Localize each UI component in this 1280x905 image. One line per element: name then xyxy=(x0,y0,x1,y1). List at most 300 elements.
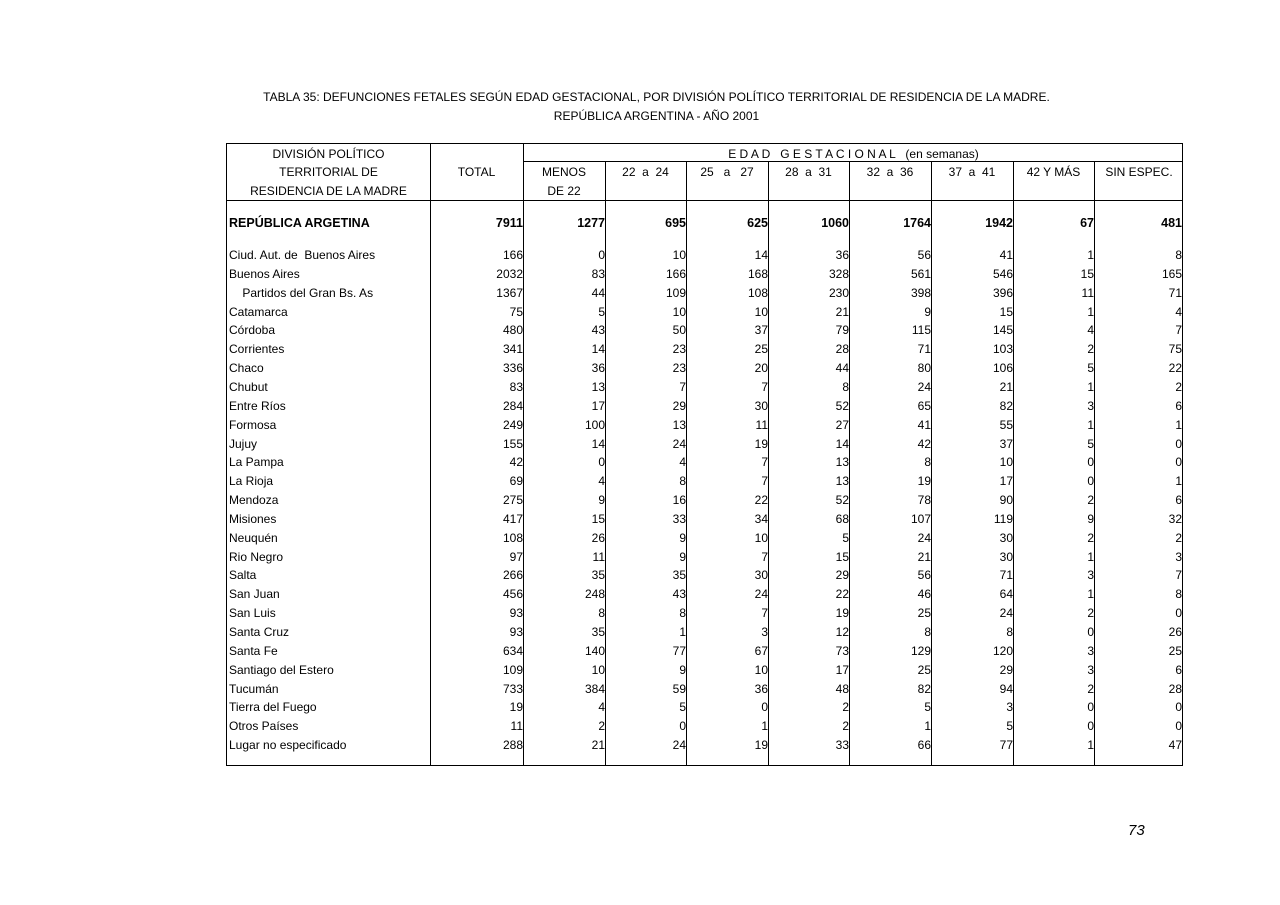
cell-37-41: 37 xyxy=(999,436,1013,451)
row-label: Santa Cruz xyxy=(229,625,290,639)
table-row xyxy=(227,265,1184,284)
row-label: Chaco xyxy=(229,361,264,376)
cell-32-36: 115 xyxy=(911,323,931,338)
cell-32-36: 66 xyxy=(917,738,931,753)
table-row xyxy=(227,359,1184,378)
cell-total: 456 xyxy=(502,587,523,602)
cell-37-41: 41 xyxy=(999,248,1013,262)
cell-menos22: 43 xyxy=(591,323,605,338)
table-row xyxy=(227,717,1184,736)
cell-22-24: 5 xyxy=(679,700,686,715)
cell-42-mas: 1 xyxy=(1087,379,1094,394)
cell-25-27: 19 xyxy=(754,738,768,753)
table-row xyxy=(227,510,1184,529)
cell-42-mas: 2 xyxy=(1087,530,1094,545)
table-row xyxy=(227,642,1184,661)
cell-menos22: 0 xyxy=(598,455,605,470)
header-32-36: 32 a 36 xyxy=(866,165,914,179)
cell-25-27: 11 xyxy=(755,417,768,432)
table-row xyxy=(227,623,1184,642)
cell-22-24: 109 xyxy=(665,285,686,300)
table-row xyxy=(227,661,1184,680)
cell-sin-espec: 6 xyxy=(1175,398,1182,413)
table-row-total xyxy=(227,214,1184,233)
cell-total: 288 xyxy=(502,738,523,753)
cell-42-mas: 2 xyxy=(1087,493,1094,508)
row-label: Jujuy xyxy=(229,436,258,451)
cell-22-24: 16 xyxy=(672,493,686,508)
table-row xyxy=(227,566,1184,585)
cell-28-31: 328 xyxy=(828,266,849,281)
cell-37-41: 29 xyxy=(999,662,1013,677)
cell-25-27: 67 xyxy=(754,643,768,658)
cell-25-27: 36 xyxy=(754,681,768,696)
cell-32-36: 82 xyxy=(917,681,931,696)
header-sin-espec: SIN ESPEC. xyxy=(1105,165,1173,179)
cell-32-36: 1 xyxy=(924,719,931,734)
cell-sin-espec: 1 xyxy=(1175,417,1182,432)
row-label: Catamarca xyxy=(229,304,288,319)
table-row xyxy=(227,378,1184,397)
header-menos-line2: DE 22 xyxy=(547,184,581,198)
cell-42-mas: 1 xyxy=(1087,587,1094,602)
cell-32-36: 42 xyxy=(917,436,931,451)
table-row xyxy=(227,453,1184,472)
cell-28-31: 68 xyxy=(835,511,849,526)
table-row xyxy=(227,604,1184,623)
cell-sin-espec: 4 xyxy=(1175,304,1182,319)
cell-37-41: 71 xyxy=(999,568,1013,583)
cell-37-41: 5 xyxy=(1006,719,1013,734)
cell-total: 11 xyxy=(510,719,523,734)
cell-37-41: 17 xyxy=(999,474,1013,489)
cell-25-27: 7 xyxy=(761,379,768,394)
cell-28-31: 8 xyxy=(842,379,849,394)
table-row xyxy=(227,284,1184,303)
cell-37-41: 30 xyxy=(999,549,1013,564)
cell-25-27: 34 xyxy=(754,511,768,526)
cell-sin-espec: 481 xyxy=(1161,216,1182,230)
cell-37-41: 546 xyxy=(992,266,1013,281)
cell-menos22: 2 xyxy=(598,719,605,734)
cell-32-36: 5 xyxy=(924,700,931,715)
table-row xyxy=(227,416,1184,435)
cell-sin-espec: 3 xyxy=(1175,549,1182,564)
cell-32-36: 561 xyxy=(910,266,931,281)
cell-menos22: 14 xyxy=(591,436,605,451)
cell-28-31: 27 xyxy=(835,417,849,432)
cell-sin-espec: 7 xyxy=(1175,568,1182,583)
cell-sin-espec: 6 xyxy=(1175,662,1182,677)
cell-22-24: 166 xyxy=(665,266,686,281)
header-37-41: 37 a 41 xyxy=(948,165,996,179)
header-subline xyxy=(523,161,1182,162)
cell-menos22: 15 xyxy=(591,511,605,526)
cell-22-24: 29 xyxy=(672,398,686,413)
cell-42-mas: 1 xyxy=(1087,417,1094,432)
cell-total: 275 xyxy=(502,493,523,508)
header-edad-gestacional: E D A D G E S T A C I O N A L (en semanas) xyxy=(728,147,979,161)
cell-25-27: 22 xyxy=(754,493,768,508)
cell-sin-espec: 0 xyxy=(1175,436,1182,451)
cell-total: 733 xyxy=(502,681,523,696)
header-total: TOTAL xyxy=(457,165,496,179)
cell-menos22: 384 xyxy=(584,681,605,696)
cell-sin-espec: 0 xyxy=(1175,606,1182,621)
row-label: La Rioja xyxy=(229,474,274,489)
cell-32-36: 8 xyxy=(924,625,931,639)
cell-22-24: 24 xyxy=(672,436,686,451)
cell-total: 93 xyxy=(509,625,523,639)
cell-sin-espec: 0 xyxy=(1175,719,1182,734)
table-row xyxy=(227,472,1184,491)
cell-42-mas: 0 xyxy=(1087,474,1094,489)
cell-menos22: 1277 xyxy=(577,216,605,230)
cell-total: 417 xyxy=(502,511,523,526)
table-row xyxy=(227,246,1184,265)
cell-42-mas: 3 xyxy=(1087,568,1094,583)
page-number: 73 xyxy=(1128,822,1145,839)
cell-37-41: 90 xyxy=(999,493,1013,508)
cell-28-31: 15 xyxy=(835,549,849,564)
cell-25-27: 7 xyxy=(761,606,768,621)
cell-22-24: 35 xyxy=(672,568,686,583)
cell-37-41: 103 xyxy=(992,342,1013,357)
cell-menos22: 13 xyxy=(591,379,605,394)
row-label: Córdoba xyxy=(229,323,276,338)
cell-28-31: 44 xyxy=(835,361,849,376)
cell-32-36: 71 xyxy=(917,342,931,357)
cell-28-31: 17 xyxy=(835,662,849,677)
cell-42-mas: 11 xyxy=(1081,285,1094,300)
header-bottom-line xyxy=(227,200,1182,201)
cell-25-27: 20 xyxy=(754,361,768,376)
table-subtitle: REPÚBLICA ARGENTINA - AÑO 2001 xyxy=(553,109,760,123)
cell-32-36: 25 xyxy=(917,606,931,621)
row-label: Santiago del Estero xyxy=(229,662,334,677)
cell-menos22: 9 xyxy=(598,493,605,508)
cell-sin-espec: 8 xyxy=(1175,248,1182,262)
cell-37-41: 82 xyxy=(999,398,1013,413)
cell-sin-espec: 2 xyxy=(1175,530,1182,545)
cell-37-41: 1942 xyxy=(985,216,1013,230)
cell-22-24: 50 xyxy=(672,323,686,338)
cell-25-27: 10 xyxy=(754,530,768,545)
cell-menos22: 100 xyxy=(584,417,605,432)
row-label: Chubut xyxy=(229,379,268,394)
cell-total: 75 xyxy=(509,304,523,319)
cell-32-36: 129 xyxy=(910,643,931,658)
row-label: REPÚBLICA ARGETINA xyxy=(229,216,370,230)
data-table xyxy=(226,143,1183,766)
cell-22-24: 10 xyxy=(672,304,686,319)
cell-22-24: 59 xyxy=(672,681,686,696)
cell-32-36: 56 xyxy=(917,248,931,262)
cell-42-mas: 5 xyxy=(1087,436,1094,451)
cell-32-36: 24 xyxy=(917,530,931,545)
cell-menos22: 36 xyxy=(591,361,605,376)
row-label: San Luis xyxy=(229,606,276,621)
cell-25-27: 3 xyxy=(761,625,768,639)
row-label: Entre Ríos xyxy=(229,398,286,413)
cell-28-31: 1060 xyxy=(821,216,849,230)
cell-42-mas: 1 xyxy=(1087,248,1094,262)
cell-sin-espec: 47 xyxy=(1168,738,1182,753)
cell-32-36: 398 xyxy=(910,285,931,300)
cell-32-36: 8 xyxy=(924,455,931,470)
cell-22-24: 9 xyxy=(679,530,686,545)
row-label: Rio Negro xyxy=(229,549,284,564)
cell-42-mas: 1 xyxy=(1087,304,1094,319)
cell-25-27: 7 xyxy=(761,455,768,470)
row-label: Tucumán xyxy=(229,681,279,696)
cell-total: 166 xyxy=(502,248,523,262)
table-row xyxy=(227,585,1184,604)
row-label: Salta xyxy=(229,568,257,583)
cell-22-24: 4 xyxy=(679,455,686,470)
cell-28-31: 48 xyxy=(835,681,849,696)
cell-28-31: 19 xyxy=(835,606,849,621)
table-row xyxy=(227,340,1184,359)
cell-42-mas: 5 xyxy=(1087,361,1094,376)
cell-28-31: 230 xyxy=(828,285,849,300)
cell-menos22: 11 xyxy=(592,549,605,564)
cell-menos22: 26 xyxy=(591,530,605,545)
header-division-line3: RESIDENCIA DE LA MADRE xyxy=(250,184,407,198)
row-label: Formosa xyxy=(229,417,277,432)
cell-37-41: 30 xyxy=(999,530,1013,545)
cell-28-31: 22 xyxy=(835,587,849,602)
cell-sin-espec: 25 xyxy=(1168,643,1182,658)
cell-25-27: 24 xyxy=(754,587,768,602)
cell-42-mas: 3 xyxy=(1087,662,1094,677)
cell-25-27: 625 xyxy=(747,216,768,230)
cell-42-mas: 4 xyxy=(1087,323,1094,338)
header-division-line1: DIVISIÓN POLÍTICO xyxy=(272,147,385,161)
cell-sin-espec: 8 xyxy=(1175,587,1182,602)
header-28-31: 28 a 31 xyxy=(785,165,832,179)
cell-sin-espec: 71 xyxy=(1168,285,1182,300)
cell-37-41: 21 xyxy=(999,379,1013,394)
cell-42-mas: 1 xyxy=(1087,738,1094,753)
cell-25-27: 1 xyxy=(761,719,768,734)
cell-37-41: 55 xyxy=(999,417,1013,432)
cell-42-mas: 0 xyxy=(1087,625,1094,639)
cell-menos22: 35 xyxy=(591,625,605,639)
cell-sin-espec: 165 xyxy=(1161,266,1182,281)
cell-28-31: 14 xyxy=(835,436,849,451)
cell-menos22: 21 xyxy=(591,738,605,753)
row-label: Partidos del Gran Bs. As xyxy=(229,285,374,300)
cell-28-31: 13 xyxy=(835,455,849,470)
cell-sin-espec: 32 xyxy=(1168,511,1182,526)
cell-menos22: 10 xyxy=(591,662,605,677)
cell-menos22: 17 xyxy=(591,398,605,413)
cell-25-27: 30 xyxy=(754,398,768,413)
cell-32-36: 19 xyxy=(917,474,931,489)
cell-37-41: 145 xyxy=(992,323,1013,338)
cell-42-mas: 0 xyxy=(1087,719,1094,734)
cell-28-31: 36 xyxy=(835,248,849,262)
cell-22-24: 43 xyxy=(672,587,686,602)
cell-22-24: 23 xyxy=(672,361,686,376)
cell-42-mas: 67 xyxy=(1080,216,1094,230)
cell-total: 83 xyxy=(509,379,523,394)
cell-42-mas: 3 xyxy=(1087,643,1094,658)
cell-37-41: 77 xyxy=(999,738,1013,753)
cell-25-27: 25 xyxy=(754,342,768,357)
cell-sin-espec: 6 xyxy=(1175,493,1182,508)
cell-37-41: 15 xyxy=(999,304,1013,319)
cell-22-24: 33 xyxy=(672,511,686,526)
table-row xyxy=(227,548,1184,567)
cell-sin-espec: 7 xyxy=(1175,323,1182,338)
cell-22-24: 1 xyxy=(679,625,686,639)
header-menos-line1: MENOS xyxy=(541,165,586,179)
cell-menos22: 14 xyxy=(591,342,605,357)
cell-32-36: 9 xyxy=(924,304,931,319)
table-row xyxy=(227,303,1184,322)
cell-total: 108 xyxy=(502,530,523,545)
cell-sin-espec: 75 xyxy=(1168,342,1182,357)
cell-menos22: 5 xyxy=(598,304,605,319)
table-title: TABLA 35: DEFUNCIONES FETALES SEGÚN EDAD GESTACIONAL, POR DIVISIÓN POLÍTICO TERRITORIAL DE RESIDENCIA DE LA MADRE. xyxy=(263,90,1050,104)
cell-37-41: 396 xyxy=(992,285,1013,300)
cell-32-36: 24 xyxy=(917,379,931,394)
cell-42-mas: 9 xyxy=(1087,511,1094,526)
cell-42-mas: 15 xyxy=(1080,266,1094,281)
cell-22-24: 7 xyxy=(679,379,686,394)
cell-total: 109 xyxy=(502,662,523,677)
table-row xyxy=(227,529,1184,548)
cell-28-31: 13 xyxy=(835,474,849,489)
cell-42-mas: 2 xyxy=(1087,681,1094,696)
cell-menos22: 44 xyxy=(591,285,605,300)
row-label: Ciud. Aut. de Buenos Aires xyxy=(229,248,376,262)
cell-32-36: 65 xyxy=(917,398,931,413)
cell-menos22: 140 xyxy=(584,643,605,658)
cell-32-36: 107 xyxy=(910,511,931,526)
cell-22-24: 24 xyxy=(672,738,686,753)
cell-25-27: 7 xyxy=(761,474,768,489)
cell-32-36: 25 xyxy=(917,662,931,677)
row-label: Lugar no especificado xyxy=(229,738,347,753)
cell-28-31: 2 xyxy=(842,700,849,715)
cell-total: 284 xyxy=(502,398,523,413)
cell-25-27: 19 xyxy=(754,436,768,451)
cell-32-36: 78 xyxy=(917,493,931,508)
cell-total: 155 xyxy=(502,436,523,451)
row-label: Santa Fe xyxy=(229,643,278,658)
row-label: Neuquén xyxy=(229,530,278,545)
table-row xyxy=(227,321,1184,340)
table-row xyxy=(227,680,1184,699)
cell-28-31: 52 xyxy=(835,493,849,508)
cell-menos22: 248 xyxy=(584,587,605,602)
cell-menos22: 4 xyxy=(598,700,605,715)
table-row xyxy=(227,736,1184,755)
cell-37-41: 24 xyxy=(999,606,1013,621)
cell-28-31: 12 xyxy=(835,625,849,639)
cell-25-27: 108 xyxy=(747,285,768,300)
cell-42-mas: 3 xyxy=(1087,398,1094,413)
row-label: Corrientes xyxy=(229,342,285,357)
cell-menos22: 8 xyxy=(598,606,605,621)
cell-22-24: 8 xyxy=(679,606,686,621)
cell-32-36: 46 xyxy=(917,587,931,602)
cell-menos22: 35 xyxy=(591,568,605,583)
row-label: Tierra del Fuego xyxy=(229,700,317,715)
header-division-line2: TERRITORIAL DE xyxy=(279,165,378,179)
cell-total: 7911 xyxy=(495,216,523,230)
cell-25-27: 168 xyxy=(747,266,768,281)
cell-total: 2032 xyxy=(496,266,523,281)
cell-32-36: 80 xyxy=(917,361,931,376)
cell-sin-espec: 1 xyxy=(1175,474,1182,489)
cell-25-27: 7 xyxy=(761,549,768,564)
header-25-27: 25 a 27 xyxy=(700,165,754,179)
cell-37-41: 106 xyxy=(992,361,1013,376)
row-label: Otros Países xyxy=(229,719,299,734)
cell-22-24: 9 xyxy=(679,662,686,677)
cell-42-mas: 1 xyxy=(1087,549,1094,564)
cell-37-41: 94 xyxy=(999,681,1013,696)
cell-total: 42 xyxy=(509,455,523,470)
cell-total: 266 xyxy=(502,568,523,583)
cell-37-41: 8 xyxy=(1006,625,1013,639)
cell-32-36: 41 xyxy=(917,417,931,432)
cell-total: 1367 xyxy=(496,285,523,300)
cell-28-31: 79 xyxy=(835,323,849,338)
cell-total: 249 xyxy=(502,417,523,432)
cell-42-mas: 2 xyxy=(1087,342,1094,357)
table-row xyxy=(227,491,1184,510)
cell-28-31: 21 xyxy=(835,304,849,319)
cell-22-24: 13 xyxy=(672,417,686,432)
cell-42-mas: 0 xyxy=(1087,455,1094,470)
table-row xyxy=(227,435,1184,454)
cell-42-mas: 2 xyxy=(1087,606,1094,621)
cell-25-27: 10 xyxy=(754,304,768,319)
row-label: Buenos Aires xyxy=(229,266,300,281)
cell-total: 341 xyxy=(502,342,523,357)
cell-menos22: 4 xyxy=(598,474,605,489)
cell-sin-espec: 2 xyxy=(1175,379,1182,394)
cell-total: 69 xyxy=(509,474,523,489)
cell-37-41: 3 xyxy=(1006,700,1013,715)
cell-total: 634 xyxy=(502,643,523,658)
cell-22-24: 77 xyxy=(672,643,686,658)
header-42-mas: 42 Y MÁS xyxy=(1026,165,1081,179)
cell-37-41: 64 xyxy=(999,587,1013,602)
cell-total: 336 xyxy=(502,361,523,376)
cell-sin-espec: 0 xyxy=(1175,700,1182,715)
cell-total: 93 xyxy=(509,606,523,621)
cell-22-24: 23 xyxy=(672,342,686,357)
cell-25-27: 0 xyxy=(761,700,768,715)
cell-37-41: 119 xyxy=(993,511,1013,526)
cell-22-24: 9 xyxy=(679,549,686,564)
cell-25-27: 10 xyxy=(754,662,768,677)
cell-28-31: 28 xyxy=(835,342,849,357)
cell-28-31: 52 xyxy=(835,398,849,413)
cell-28-31: 29 xyxy=(835,568,849,583)
cell-sin-espec: 28 xyxy=(1168,681,1182,696)
cell-22-24: 8 xyxy=(679,474,686,489)
cell-37-41: 120 xyxy=(992,643,1013,658)
cell-22-24: 0 xyxy=(679,719,686,734)
cell-28-31: 5 xyxy=(842,530,849,545)
